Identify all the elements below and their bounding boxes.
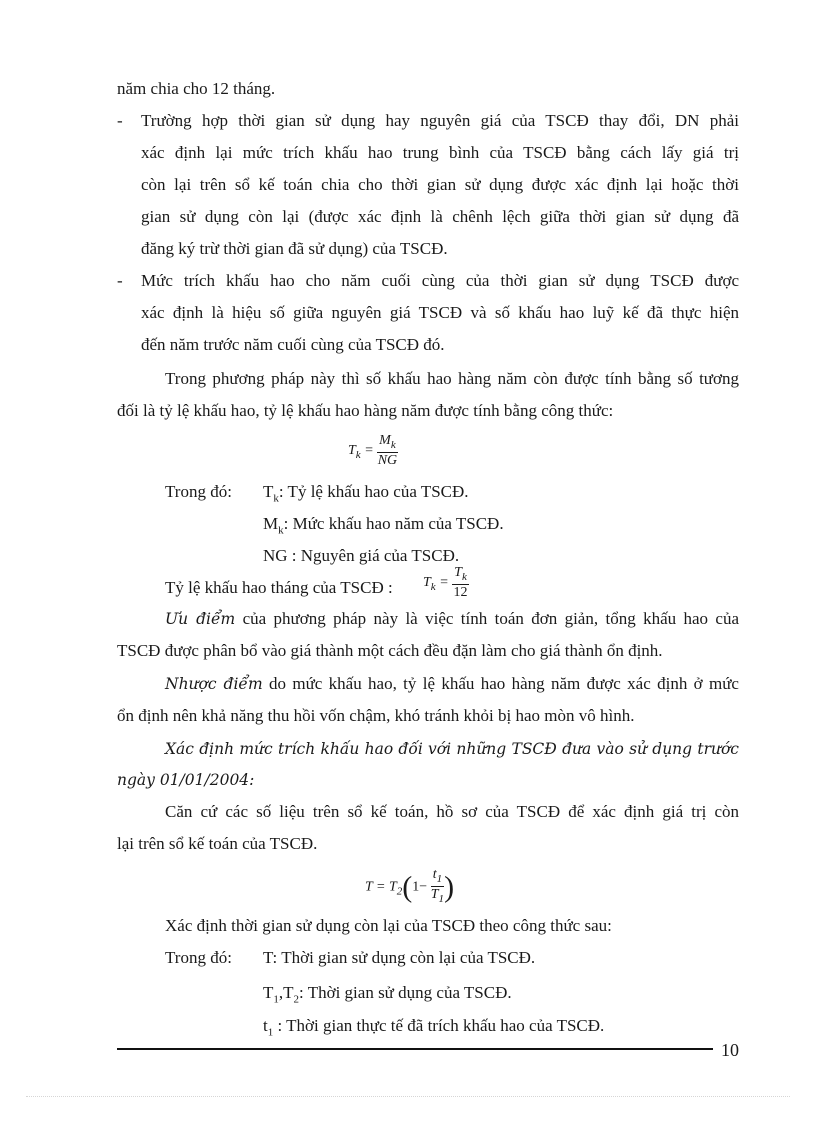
bullet-dash: - bbox=[117, 111, 123, 130]
text-line: Xác định thời gian sử dụng còn lại của TSCĐ theo công thức sau: bbox=[165, 916, 612, 935]
definition-text: : Thời gian thực tế đã trích khấu hao của TSCĐ. bbox=[273, 1016, 605, 1035]
math-var: T bbox=[263, 983, 274, 1002]
text-line: Tỷ lệ khấu hao tháng của TSCĐ : bbox=[165, 578, 393, 597]
text-span: do mức khấu hao, tỷ lệ khấu hao hàng năm được xác định ở mức bbox=[262, 674, 739, 693]
math-sub: 2 bbox=[293, 993, 300, 1006]
math-paren: ) bbox=[444, 870, 455, 904]
page-edge-dotted-line bbox=[26, 1096, 790, 1097]
text-line: Trong phương pháp này thì số khấu hao hàng năm còn được tính bằng số tương bbox=[165, 369, 739, 388]
math-var: T bbox=[348, 443, 356, 459]
math-sub: 1 bbox=[273, 993, 279, 1006]
text-line: xác định là hiệu số giữa nguyên giá TSCĐ và số khấu hao luỹ kế đã thực hiện bbox=[141, 303, 739, 322]
bullet-dash: - bbox=[117, 271, 123, 290]
fraction bbox=[377, 434, 398, 468]
math-op: = bbox=[376, 879, 386, 895]
label-advantage: Ưu điểm bbox=[165, 610, 236, 628]
formula-remaining-time bbox=[365, 868, 454, 907]
formula-monthly-rate bbox=[423, 566, 469, 600]
italic-heading: Xác định mức trích khấu hao đối với những TSCĐ đưa vào sử dụng trước bbox=[165, 740, 739, 758]
text-line: TSCĐ được phân bổ vào giá thành một cách đều đặn làm cho giá thành ổn định. bbox=[117, 641, 663, 660]
math-sub: k bbox=[390, 438, 396, 451]
math-op: , bbox=[278, 983, 284, 1002]
definition-line bbox=[263, 512, 504, 542]
math-var: T bbox=[454, 565, 462, 580]
text-line: đến năm trước năm cuối cùng của TSCĐ đó. bbox=[141, 335, 445, 354]
text-line: gian sử dụng còn lại (được xác định là chênh lệch giữa thời gian sử dụng đã bbox=[141, 207, 739, 226]
math-var: M bbox=[263, 514, 279, 533]
math-sub: k bbox=[273, 492, 279, 505]
fraction bbox=[431, 868, 444, 907]
math-var: T bbox=[430, 886, 439, 902]
math-var: t bbox=[263, 1016, 268, 1035]
math-var: T bbox=[263, 482, 274, 501]
definition-line bbox=[263, 480, 469, 510]
text-line: ổn định nên khả năng thu hồi vốn chậm, khó tránh khỏi bị hao mòn vô hình. bbox=[117, 706, 635, 725]
math-num: 1 bbox=[412, 879, 420, 895]
math-sub: 1 bbox=[438, 892, 445, 905]
math-sub: k bbox=[461, 570, 467, 583]
definition-line bbox=[263, 981, 512, 1011]
text-line: đối là tỷ lệ khấu hao, tỷ lệ khấu hao hàng năm được tính bằng công thức: bbox=[117, 401, 614, 420]
math-num: 12 bbox=[453, 584, 468, 600]
text-line: Trong đó: bbox=[165, 948, 232, 967]
math-var: T bbox=[283, 983, 294, 1002]
label-disadvantage: Nhược điểm bbox=[165, 675, 263, 693]
math-sub: k bbox=[278, 524, 284, 537]
text-line: còn lại trên sổ kế toán chia cho thời gian sử dụng được xác định lại hoặc thời bbox=[141, 175, 739, 194]
definition-text: : Mức khấu hao năm của TSCĐ. bbox=[283, 514, 504, 533]
math-var: M bbox=[379, 433, 391, 448]
math-sub: 1 bbox=[267, 1026, 274, 1039]
math-var: t bbox=[432, 867, 437, 882]
text-line: xác định lại mức trích khấu hao trung bình của TSCĐ bằng cách lấy giá trị bbox=[141, 143, 739, 162]
text-line: đăng ký trừ thời gian đã sử dụng) của TSCĐ. bbox=[141, 239, 448, 258]
math-sub: k bbox=[430, 580, 436, 593]
math-paren: ( bbox=[402, 870, 413, 904]
math-sub: k bbox=[355, 448, 361, 461]
page-number: 10 bbox=[721, 1040, 739, 1060]
math-var: T bbox=[365, 879, 373, 895]
formula-tk bbox=[348, 434, 398, 468]
definition-text: : Tỷ lệ khấu hao của TSCĐ. bbox=[278, 482, 469, 501]
text-line: Trong đó: bbox=[165, 482, 232, 501]
text-line bbox=[165, 607, 739, 631]
math-op: = bbox=[439, 575, 449, 591]
text-line: T: Thời gian sử dụng còn lại của TSCĐ. bbox=[263, 948, 536, 967]
text-line: lại trên sổ kế toán của TSCĐ. bbox=[117, 834, 318, 853]
text-line: Mức trích khấu hao cho năm cuối cùng của thời gian sử dụng TSCĐ được bbox=[141, 271, 739, 290]
text-span: của phương pháp này là việc tính toán đơn giản, tổng khấu hao của bbox=[235, 609, 739, 628]
text-line: NG : Nguyên giá của TSCĐ. bbox=[263, 546, 460, 565]
text-line: Trường hợp thời gian sử dụng hay nguyên giá của TSCĐ thay đổi, DN phải bbox=[141, 111, 739, 130]
math-var: T bbox=[423, 575, 431, 591]
definition-text: : Thời gian sử dụng của TSCĐ. bbox=[299, 983, 512, 1002]
math-var: T bbox=[389, 879, 397, 895]
text-line: Căn cứ các số liệu trên sổ kế toán, hồ sơ của TSCĐ để xác định giá trị còn bbox=[165, 802, 739, 821]
math-sub: 1 bbox=[436, 872, 443, 885]
fraction bbox=[452, 566, 469, 600]
definition-line bbox=[263, 1014, 604, 1044]
text-line bbox=[165, 672, 739, 696]
math-sub: 2 bbox=[396, 885, 403, 898]
math-op: = bbox=[364, 443, 374, 459]
text-line: năm chia cho 12 tháng. bbox=[117, 79, 276, 98]
math-var: NG bbox=[377, 452, 398, 468]
footer-rule bbox=[117, 1048, 713, 1050]
italic-heading: ngày 01/01/2004: bbox=[117, 771, 255, 789]
math-op: − bbox=[419, 879, 428, 895]
